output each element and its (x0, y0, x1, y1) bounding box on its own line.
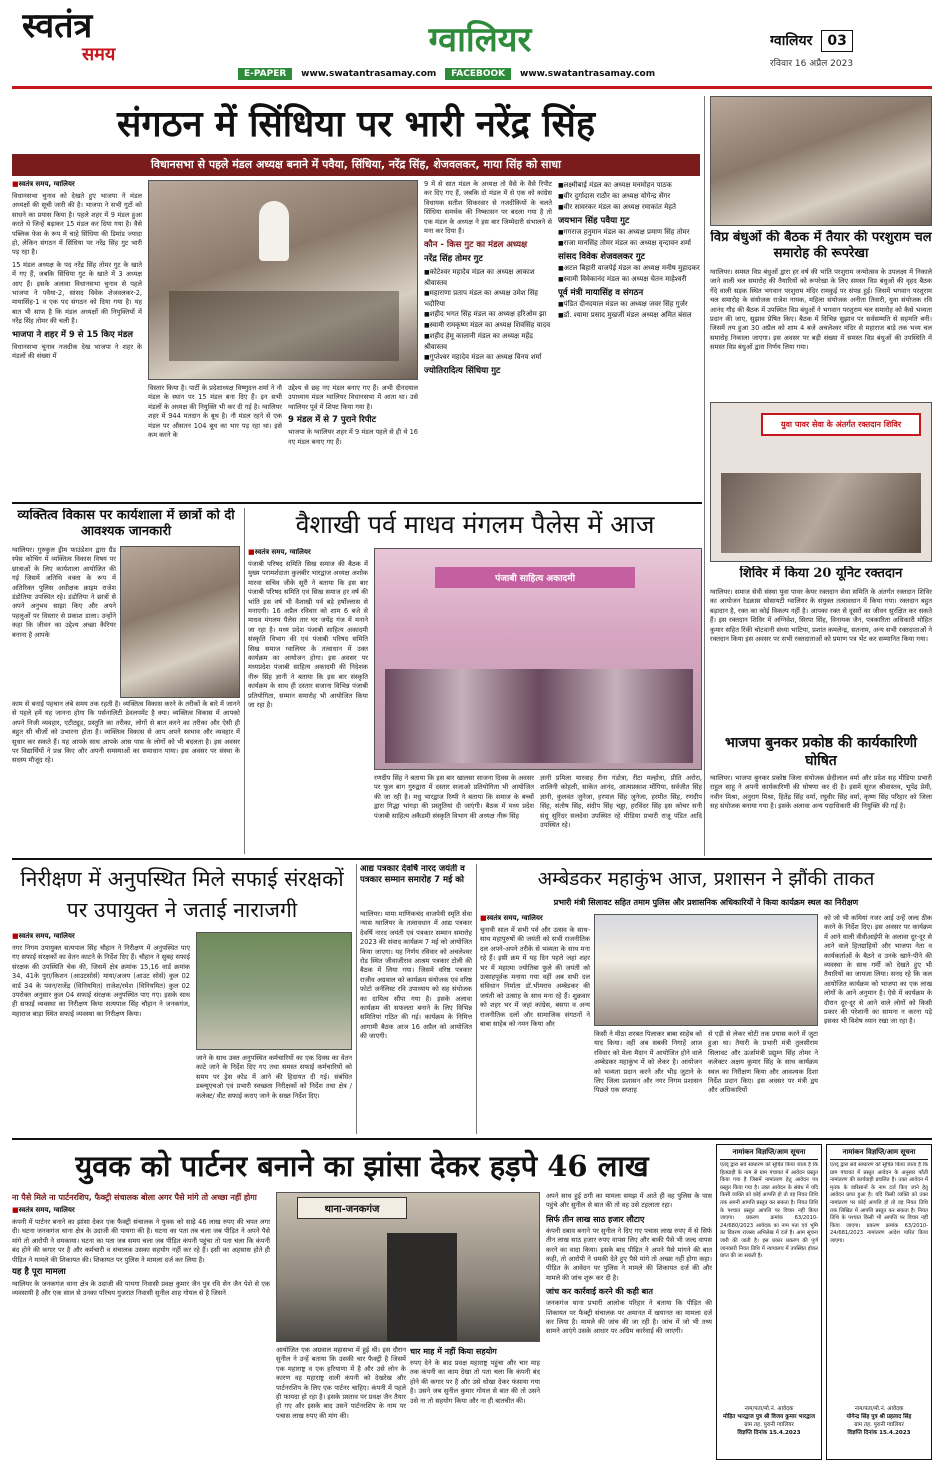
notice-1-title: नामांकन विज्ञप्ति/आम सूचना (720, 1148, 818, 1160)
notice-2-sign3: ग्राम तह. पुरानी ग्वालियर (854, 1422, 904, 1428)
notice-1-sign3: ग्राम तह. पुरानी ग्वालियर (744, 1422, 794, 1428)
vipra-headline: विप्र बंधुओं की बैठक में तैयार की परशुराम चल समारोह की रूपरेखा (710, 230, 932, 261)
notice-2 (826, 1144, 932, 1460)
list-item: ■ शहीद हेमू कालानी मंडल का अध्यक्ष महेंद्र श्रीवास्तव (424, 331, 552, 352)
divider-v-ambedkar (476, 864, 477, 1134)
notice-1-body: एतद् द्वारा सर्व साधारण को सूचित किया जाता है कि हितग्राही के नाम से ग्राम पंचायत में आवेदन प्रस्तुत किया गया है जिसमें नामांतरण हेतु आवेदन पत्र प्रस्तुत किया गया है। उक्त आवेदन के संबंध में यदि किसी व्यक्ति को कोई आपत्ति हो तो वह नियत तिथि तक अपनी आपत्ति प्रस्तुत कर सकता है। नियत तिथि के पश्चात प्रस्तुत आपत्ति पर विचार नहीं किया जाएगा। प्रकरण क्रमांक 63/2010-24/680/2023 आवेदक का नाम पता एवं भूमि का विवरण राजस्व अभिलेख में दर्ज है। आम सूचना जारी की जाती है। इस प्रकार प्रकरण की पूर्ण जानकारी नियत तिथि में न्यायालय में उपस्थित होकर प्राप्त की जा सकती है। (720, 1162, 818, 1260)
yuvak-sub-b: जांच कर कार्रवाई करने की कही बात (546, 1287, 653, 1297)
bunkar-body: ग्वालियर। भाजपा बुनकर प्रकोष्ठ जिला संयोजक छेदीलाल वर्मा और प्रदेश सह मीडिया प्रभारी राहुल साहू ने अपनी कार्यकारिणी की घोषणा कर दी है। इसमें सूरज श्रीवास्तव, भूपेंद्र प्रेमी, नवीन मिश्रा, अनुराग मिश्रा, हितेंद्र सिंह वर्मा, रघुवीर सिंह वर्मा, कृष्ण सिंह परिहार को जिला सह संयोजक बनाया गया है। इसके अलावा अन्य पदाधिकारी की नियुक्ति की गई है। (710, 774, 932, 811)
career-headline: व्यक्तित्व विकास पर कार्यशाला में छात्रों को दी आवश्यक जानकारी (17, 508, 235, 539)
lead-col3-group2: ज्योतिरादित्य सिंधिया गुट (424, 366, 501, 377)
yuvak-photo (276, 1192, 540, 1342)
career-body-left: ग्वालियर। गुरुकुल ड्रीम फाउंडेशन द्वारा ग्रैंड स्पेस कोचिंग में व्यक्तित्व विकास विषय पर छात्राओं के लिए कार्यशाला आयोजित की गई जिसमें अतिथि वक्ता के रूप में अतिरिक्त पुलिस अधीक्षक क्राइम राजेश डंडोतिया उपस्थित रहे। डंडोतिया ने छात्रों से अपने अनुभव साझा किए और अपने पहलुओं पर विस्तार से प्रकाश डाला। उन्होंने कहा कि जीवन का उद्देश्य अच्छा कैरियर बनाना है आपके (12, 546, 116, 639)
yuvak-body3c: जनकगंज थाना प्रभारी आलोक परिहार ने बताया कि पीड़ित की शिकायत पर फैक्ट्री संचालक पर अमानत में खयानत का मामला दर्ज कर लिया है। मामले की जांच की जा रही है। जांच में जो भी तथ्य सामने आएंगे उसके आधार पर अग्रिम कार्रवाई की जाएगी। (546, 1299, 712, 1336)
page-number: 03 (821, 30, 852, 52)
career-body-full: काम से बनाई पहचान लंबे समय तक रहती है। व्यक्तित्व विकास करने के तरीकों के बारे में जानने से पहले हमें यह जानना होगा कि पर्सनालिटी डेवलपमेंट है क्या। व्यक्तित्व विकास में आपको अपने निजी व्यवहार, एटीट्यूड, प्रस्तुति का तरीका, लोगों से बात करने का तरीका और ऐसी ही बहुत सी चीजों को उभारना होता है। व्यक्तित्व विकास से आप अपने स्वभाव और व्यवहार में सुधार कर सकते हैं। यह आपके साथ आपके आस पास के लोगों को भी बदलता है। इस अवसर पर विद्यार्थियों ने प्रश्न किए और अपनी समस्याओं का समाधान पाया। इस अवसर पर संस्था के सदस्य मौजूद रहे। (12, 700, 240, 765)
facebook-link[interactable]: www.swatantrasamay.com (520, 69, 656, 79)
lead-mid2: उद्देश्य से छह नए मंडल बनाए गए हैं। अभी दीनदयाल उपाध्याय मंडल ग्वालियर विधानसभा में आता था। उसे ग्वालियर पूर्व में शिफ्ट किया गया है। (288, 384, 418, 411)
safai-story (12, 864, 352, 1134)
vipra-body: ग्वालियर। समस्त विप्र बंधुओं द्वारा हर वर्ष की भांति परशुराम जन्मोत्सव के उपलक्ष्य में निकाले जाने वाली चल समारोह की तैयारियों को रूपरेखा के लिए समस्त विप्र बंधुओं की वृहद बैठक गेंदे वाली सड़क स्थित भगवान परशुराम मंदिर रामकुई पर संपन्न हुई। जिसमें भगवान परशुराम चल समारोह के संयोजक राजेश नायक, महिला संयोजक अनीता तिवारी, युवा संयोजक रवि आनंद गौड़ की बैठक में उपस्थित विप्र बंधुओं ने भगवान परशुराम चल समारोह को कैसे भव्यता प्रदान की जाए, सुझाव प्रेषित किए। बैठक में विभिन्न सुझाव पर सर्वसम्मति से सहमति बनी। जिसमें तय हुआ 30 अप्रैल को शाम 4 बजे अचलेश्वर मंदिर से महाराज बाड़े तक भव्य चल समारोह निकाला जाएगा। इस अवसर पर बड़ी संख्या में समस्त विप्र बंधुओं की उपस्थिति में समस्त विप्र बंधुओं द्वारा निर्णय लिया गया। (710, 268, 932, 352)
lead-mid-subhead: 9 मंडल में से 7 पुराने रिपीट (288, 415, 377, 426)
yuvak-body2: आयोजित एक अग्रवाल महासभा में हुई थी। इस दौरान सुनील ने उन्हें बताया कि उसकी चार फैक्ट्री है जिसमें एक महाराष्ट्र व एक हरियाणा में है और उसे लोन के कारण वह महाराष्ट्र वाली कंपनी को देखरेख और पार्टनरशिप के लिए एक पार्टनर चाहिए। कंपनी में पहले ही फायदा हो रहा है। इसके प्रस्ताव पर प्रवक्ष जैन तैयार हो गए और इसके बाद उसने पार्टनरशिप के नाम पर पचास लाख रुपए की मांग की। (276, 1346, 406, 1420)
samman-story (360, 864, 472, 1134)
list-item: ■ वीर सावरकर मंडल का अध्यक्ष रमाकांत मेहते (558, 202, 700, 213)
notice-2-title: नामांकन विज्ञप्ति/आम सूचना (830, 1148, 928, 1160)
yuvak-body1b: ग्वालियर के जनकगंज थाना क्षेत्र के उदाजी की पायगा निवासी प्रवक्ष कुमार जैन पुत्र रवि सेन जैन पेशे से एक व्यवसायी है और एक साल से उनका परिचय गुजरात निवासी सुनील शाह गोयल से है जिसने (12, 1280, 270, 1298)
lead-col3-top: 9 में से सात मंडल के अध्यक्ष तो वैसे के वैसे रिपीट कर दिए गए हैं, जबकि दो मंडल में से एक को कांग्रेस विधायक सतीश सिकरवार से नजदीकियों के चलते सिंधिया समर्थक की निष्कासन पर बदला गया है तो एक मंडल के अध्यक्ष ने इस बार जिम्मेदारी संभालने से मना कर दिया है। (424, 180, 552, 236)
divider-h2 (12, 858, 932, 860)
ambedkar-body1: चुनावी साल में सभी पर्व और उत्सव के साथ-साथ महापुरुषों की जयंती को सभी राजनीतिक दल अपने-अपने तरीके से भव्यता के साथ मना रहे हैं। इसी क्रम में यह दिन पहले जहां शहर भर में महात्मा ज्योतिबा फुले की जयंती को उत्साहपूर्वक मनाया गया वहीं अब सभी दल संविधान निर्माता डॉ.भीमराव अम्बेडकर की जयंती को उत्साह के साथ मना रहे हैं। शुक्रवार को शहर भर में जहां कांग्रेस, बसपा व अन्य राजनीतिक दलों और सामाजिक संगठनों ने बाबा साहेब को नमन किया और (480, 926, 590, 1029)
list-item: ■ पंडित दीनदयाल मंडल का अध्यक्ष जवर सिंह गुर्जर (558, 299, 700, 310)
lead-col3-lower (288, 384, 418, 498)
epaper-label: E-PAPER (238, 68, 292, 80)
ambedkar-body3: से एड़ी से लेकर चोटी तक प्रयास करने में जुटा हुआ था। तैयारी के प्रभारी मंत्री तुलसीराम सिलावट और ऊर्जामंत्री प्रद्युम्न सिंह तोमर ने कलेक्टर अक्षय कुमार सिंह के साथ कार्यक्रम स्थल का निरीक्षण किया और आवश्यक दिशा निर्देश प्रदान किए। इस अवसर पर मंत्री द्वय और अधिकारियों (708, 1030, 818, 1095)
yuvak-body3: अपने साथ हुई ठगी का मामला समझ में आते ही वह पुलिस के पास पहुंचे और सुनील से बात की तो वह उसे टहलाता रहा। (546, 1192, 712, 1210)
divider-h3 (12, 1138, 932, 1140)
yuvak-col2b (410, 1346, 540, 1460)
divider-h1 (12, 502, 702, 504)
epaper-link[interactable]: www.swatantrasamay.com (301, 69, 437, 79)
vipra-photo (710, 96, 932, 226)
page-city: ग्वालियर (770, 33, 813, 49)
lead-para2: 15 मंडल अध्यक्ष के पद नरेंद्र सिंह तोमर गुट के खाते में गए हैं, जबकि सिंधिया गुट के खाते में 3 अध्यक्ष आए हैं। इसके अलावा विधानसभा चुनाव से पहले भाजपा ने पवैया-2, सांसद विवेक शेजवलकर-2, मायासिंह-1 व एक पद संगठन को दिया गया है। यह बात भी साफ है कि मंडल अध्यक्षों की नियुक्तियों में नरेंद्र सिंह तोमर की चली है। (12, 260, 142, 326)
web-links (238, 66, 758, 82)
yuvak-body1: कंपनी में पार्टनर बनाने का झांसा देकर एक फैक्ट्री संचालक ने युवक को साढ़े 46 लाख रुपए की चपत लगा दी। घटना जनकगंज थाना क्षेत्र के उदाजी की पायगा की है। घटना का पता तब चला जब पीड़ित ने अपने पैसे मांगे तो आरोपी ने धमकाया। घटना का पता जब समय चला जब पीड़ित कंपनी पहुंचा तो पता चला कि कंपनी बंद होने की कगार पर है और कर्मचारी व संचालक उसका सहयोग नहीं कर रहे हैं। इसी का अहसास होते ही पीड़ित ने मामले की शिकायत की। शिकायत पर पुलिस ने मामला दर्ज कर लिया है। (12, 1218, 270, 1264)
blood-story (710, 402, 932, 730)
lead-subhead: भाजपा ने शहर में 9 से 15 किए मंडल (12, 329, 134, 340)
lead-col4 (558, 180, 700, 498)
notice-2-sign2: योगेन्द्र सिंह पुत्र श्री प्रहलाद सिंह (846, 1414, 912, 1420)
list-item: ■ लक्ष्मीबाई मंडल का अध्यक्ष मनमोहन पाठक (558, 180, 700, 191)
lead-para1: विधानसभा चुनाव को देखते हुए भाजपा ने मंडल अध्यक्षों की सूची जारी की है। भाजपा ने सभी गुटों को साधने का प्रयास किया है। पहले शहर में 9 मंडल हुआ करते थे जिन्हें बढ़ाकर 15 मंडल कर दिया गया है। वैसे पब्लिक फेस के रूप में चाहे सिंधिया की डिमांड ज्यादा हो, लेकिन संगठन में सिंधिया पर नरेंद्र सिंह गुट भारी पड़ रहा है। (12, 192, 142, 257)
lead-col3 (424, 180, 552, 498)
notice-1-date: विज्ञप्ति दिनांक 15.4.2023 (737, 1430, 801, 1436)
blood-photo (710, 402, 932, 562)
vaishakhi-story (248, 508, 702, 854)
city-title: ग्वालियर (428, 20, 532, 60)
safai-col1 (12, 932, 190, 1132)
career-story (12, 508, 240, 854)
yuvak-col3 (546, 1192, 712, 1460)
list-item: ■ शहीद भगत सिंह मंडल का अध्यक्ष हरिओम झा (424, 309, 552, 320)
masthead (0, 0, 945, 92)
vaishakhi-body2: रणदीप सिंह ने बताया कि इस बार खालसा साजना दिवस के अवसर पर फूल बाग गुरुद्वारा में दस्तार सजाओ प्रतियोगिता भी आयोजित की जा रही है। मधु भारद्वाज रिम्पी ने बताया कि समाज के बच्चों द्वारा गिद्धा भांगड़ा की प्रस्तुतियां दी जाएंगी। बैठक में मध्य प्रदेश पंजाबी साहित्य अकैडमी संस्कृति विभाग की अध्यक्ष नीरू सिंह (374, 774, 534, 820)
lead-col3-head: कौन - किस गुट का मंडल अध्यक्ष (424, 240, 528, 251)
yuvak-col1 (12, 1192, 270, 1460)
list-item: ■ डॉ. श्यामा प्रसाद मुखर्जी मंडल अध्यक्ष अमित बंसल (558, 310, 700, 321)
facebook-label: FACEBOOK (445, 68, 511, 80)
ambedkar-headline: अम्बेडकर महाकुंभ आज, प्रशासन ने झौंकी ताकत (537, 868, 875, 890)
yuvak-subhead: यह है पूरा मामला (12, 1267, 66, 1278)
list-item: ■ कोटेश्वर महादेव मंडल का अध्यक्ष आकाश श्रीवास्तव (424, 267, 552, 288)
vaishakhi-photo (374, 548, 702, 770)
yuvak-sub-a: सिर्फ तीन लाख साठ हजार लौटाए (546, 1214, 645, 1224)
issue-date: रविवार 16 अप्रैल 2023 (770, 59, 854, 69)
vaishakhi-body1: पंजाबी परिषद समिति सिख समाज की बैठक में मुख्य परामर्शदाता कुलबीर भारद्वाज अध्यक्ष अशोक मारवा सचिव जीके सूरी ने बताया कि इस बार पंजाबी परिषद समिति एवं सिख समाज हर वर्ष की भांति इस वर्ष भी वैशाखी पर्व बड़े हर्षोल्लास से मनाएगी। 16 अप्रैल रविवार को शाम 6 बजे से माधव मंगलम पैलेस तार घर जयेंद्र गंज में मनाने जा रहा है। मध्य प्रदेश पंजाबी साहित्य अकादमी संस्कृति विभाग की एवं पंजाबी परिषद समिति सिख समाज ग्वालियर के तत्वाधान में उक्त कार्यक्रम का आयोजन होगा। इस अवसर पर मध्यप्रदेश पंजाबी साहित्य अकादमी की निदेशक नीरू सिंह ज्ञानी ने बताया कि इस बार संस्कृति कार्यक्रम के साथ ही दस्तार सजाना विभिन्न पंजाबी प्रतियोगिता, सम्मान समारोह भी आयोजित किया जा रहा है। (248, 560, 368, 710)
lead-photo (148, 180, 418, 380)
lead-story (12, 96, 700, 500)
yuvak-story (12, 1144, 712, 1460)
notice-1-sign1: नाम/पता/मो.नं. आवेदक (744, 1406, 794, 1412)
lead-col2 (148, 384, 282, 498)
yuvak-byline: ■ स्वतंत्र समय, ग्वालियर (12, 1206, 270, 1215)
list-item: ■ महाराणा प्रताप मंडल का अध्यक्ष उमेश सिंह भदौरिया (424, 288, 552, 309)
yuvak-sub-c: चार माह में नहीं किया सहयोग (410, 1347, 497, 1356)
list-item: ■ राजा मानसिंह तोमर मंडल का अध्यक्ष वृन्दावन शर्मा (558, 238, 700, 249)
safai-body2: जाने के साथ उक्त अनुपस्थित कर्मचारियों का एक दिवस का वेतन काटे जाने के निर्देश दिए गए तथा समस्त सफाई कर्मचारियों को समय पर ड्रेस कोड में आने की हिदायत दी गई। संबंधित डब्ल्यूएचओ एवं प्रभारी स्वच्छता निरीक्षकों को निर्देश तथा क्षेत्र /कलेक्ट/ वीट सफाई कराए जाने के सख्त निर्देश दिए। (196, 1054, 352, 1100)
lead-byline: ■ स्वतंत्र समय, ग्वालियर (12, 180, 142, 189)
lead-col3-group1: नरेंद्र सिंह तोमर गुट (424, 254, 483, 265)
list-item: ■ गुप्तेश्वर महादेव मंडल का अध्यक्ष विनय शर्मा (424, 352, 552, 363)
list-item: ■ स्वामी रामकृष्ण मंडल का अध्यक्ष शिवसिंह यादव (424, 320, 552, 331)
lead-mid3: भाजपा के ग्वालियर शहर में 9 मंडल पहले से ही थे 16 नए मंडल बनाए गए हैं। (288, 428, 418, 446)
vipra-story (710, 96, 932, 400)
lead-col4-group2: सांसद विवेक शेजवलकर गुट (558, 252, 645, 262)
logo-bottom: समय (82, 44, 116, 65)
list-item: ■ अटल बिहारी वाजपेई मंडल का अध्यक्ष मनीष मुहादकर (558, 263, 700, 274)
vaishakhi-photo-banner: पंजाबी साहित्य अकादमी (435, 567, 635, 588)
col3-list (424, 267, 552, 363)
lead-col1 (12, 180, 142, 498)
list-item: ■ स्वामी विवेकानंद मंडल का अध्यक्ष चेतन माहेश्वरी (558, 274, 700, 285)
samman-headline: आद्य पत्रकार देवर्षि नारद जयंती व पत्रकार सम्मान समारोह 7 मई को (360, 864, 465, 885)
yuvak-deck: ना पैसे मिले ना पार्टनरशिप, फैक्ट्री संचालक बोला अगर पैसे मांगे तो अच्छा नहीं होगा (12, 1193, 257, 1202)
ambedkar-body2: किसी ने मीठा शरबत पिलाकर बाबा साहेब को याद किया। वहीं अब सबकी निगाहें आज रविवार को मेला मैदान में आयोजित होने वाले अम्बेडकर महाकुंभ में को लेकर है। आयोजन को भव्यता प्रदान करने और भीड़ जुटाने के लिए जिला प्रशासन और नगर निगम प्रशासन पिछले एक सप्ताह (594, 1030, 702, 1095)
divider-v-samman (356, 864, 357, 1134)
safai-byline: ■ स्वतंत्र समय, ग्वालियर (12, 932, 190, 941)
page-info (770, 30, 930, 78)
ambedkar-body4: को जो भी कमियां नजर आई उन्हें जल्द ठीक करने के निर्देश दिए। इस अवसर पर कार्यक्रम में आने वाली वीवीआईपी के अलावा दूर-दूर से आने वाले हितग्राहियों और भाजपा नेता व कार्यकर्ताओं के बैठने व उनके खाने-पीने की व्यवस्था के साथ गर्मी को देखते हुए भी तैयारियों का जायजा लिया। सनद रहे कि कल आयोजित कार्यक्रम को भाजपा का एक लाख लोगों के आने अनुमान है। ऐसे में कार्यक्रम के दौरान दूर-दूर से आने वाले लोगों को किसी प्रकार की परेशानी का सामना न करना पड़े इसका भी विशेष ध्यान रखा जा रहा है। (824, 914, 932, 1026)
divider-v-right (704, 96, 705, 856)
safai-headline: निरीक्षण में अनुपस्थित मिले सफाई संरक्षकों पर उपायुक्त ने जताई नाराजगी (20, 867, 344, 922)
lead-col4-group1: जयभान सिंह पवैया गुट (558, 216, 630, 226)
vaishakhi-body3: ज्ञानी प्रमिला मारवाह रीना गंडोत्रा, रीटा मल्होत्रा, प्रीति अरोरा, शालिनी कोहली, साकेत आनंद, आत्मप्रकाश मोंगिया, सर्वजीत सिंह ज्ञानी, कुलवंत जुनेजा, हरपाल सिंह जुनेजा, हरमीत सिंह, रणदीप सिंह, संतोष सिंह, संदीप सिंह चड्ढा, हरविंदर सिंह इस कोचर सनी संधू सुरिंदर सलदेवा उपस्थित रहे मीडिया प्रभारी राजू पंडित आदि उपस्थित रहे। (540, 774, 702, 830)
ambedkar-deck: प्रभारी मंत्री सिलावट सहित तमाम पुलिस और प्रशासनिक अधिकारियों ने किया कार्यक्रम स्थल का निरीक्षण (553, 898, 859, 907)
notice-1 (716, 1144, 822, 1460)
ambedkar-story (480, 864, 932, 1134)
ambedkar-photo (594, 914, 818, 1026)
notice-2-date: विज्ञप्ति दिनांक 15.4.2023 (847, 1430, 911, 1436)
career-photo (120, 546, 240, 698)
vaishakhi-headline: वैशाखी पर्व माधव मंगलम पैलेस में आज (295, 510, 655, 539)
vaishakhi-col1 (248, 548, 368, 854)
ambedkar-col1 (480, 914, 590, 1134)
list-item: ■ गगराज हनुमान मंडल का अध्यक्ष प्रमाण सिंह तोमर (558, 227, 700, 238)
safai-photo (196, 932, 352, 1050)
lead-col4-group3: पूर्व मंत्री मायासिंह व संगठन (558, 288, 644, 298)
blood-headline: शिविर में किया 20 यूनिट रक्तदान (739, 566, 903, 581)
lead-mid1: विस्तार किया है। पार्टी के प्रदेशाध्यक्ष विष्णुदत्त शर्मा ने नौ मंडल के स्थान पर 15 मंडल बना दिए हैं। इन सभी मंडलों के अध्यक्ष की नियुक्ति भी कर दी गई है। ग्वालियर शहर में 944 मतदान के बूथ है। नौ मंडल रहने से एक मंडल पर औसतन 104 बूथ का भार पड़ रहा था। इसे कम करने के (148, 384, 282, 440)
logo-top: स्वतंत्र (22, 8, 93, 46)
bunkar-headline: भाजपा बुनकर प्रकोष्ठ की कार्यकारिणी घोषित (724, 735, 918, 769)
notice-2-sign1: नाम/पता/मो.नं. आवेदक (854, 1406, 904, 1412)
yuvak-body3d: रुपए देने के बाद प्रवक्ष महाराष्ट्र पहुंचा और चार माह तक कंपनी का काम देखा तो पता चला कि कंपनी बंद होने की कगार पर है और उसे धोखा देकर फंसाया गया है। उसने जब सुनील कुमार गोयल से बात की तो उसने उसे ना तो सहयोग किया और ना ही बातचीत की। (410, 1359, 540, 1405)
bunkar-story (710, 734, 932, 856)
lead-para3: विधानसभा चुनाव नजदीक देख भाजपा ने शहर के मंडलों की संख्या में (12, 342, 142, 361)
logo[interactable] (22, 8, 172, 74)
vaishakhi-byline: ■ स्वतंत्र समय, ग्वालियर (248, 548, 368, 557)
notice-1-sign2: मोहित भारद्वाज पुत्र श्री विजय कुमार भारद्वाज (722, 1414, 816, 1420)
blood-body: ग्वालियर। समाज सेवी संस्था युवा पावर केयर रक्तदान सेवा समिति के अंतर्गत रक्तदान शिविर का आयोजन रेडक्रास सोसायटी ग्वालियर के संयुक्त तत्वावधान में किया गया। रक्तदान बहुत बड़ादान है, रक्त का कोई विकल्प नहीं है। आपका रक्त से दूसरों का जीवन सुरक्षित कर सकते हैं। इस रक्तदान शिविर में अग्निवेश, सिरपा सिंह, विनायक जैन, पत्रकारिता अधिकारी मोहित कुमार सहित रिंकी चोटवानी संध्या भाटिया, प्रशांत कमलेन्द्र, सतनाम, अन्य सभी रक्तदाताओं ने रक्तदान किया इस अवसर पर सभी रक्तदाताओं को प्रमाण पत्र भेंट कर सम्मानित किया गया। (710, 588, 932, 644)
list-item: ■ वीर दुर्गादास राठौर का अध्यक्ष योगेन्द्र सेंगर (558, 191, 700, 202)
yuvak-photo-sign: थाना-जनकगंज (297, 1197, 407, 1219)
samman-body: ग्वालियर। मामा माणिकचंद वाजपेयी स्मृति सेवा न्यास ग्वालियर के तत्वावधान में आद्य पत्रकार देवर्षि नारद जयंती एवं पत्रकार सम्मान समारोह 2023 की संवाद कार्यक्रम 7 मई को आयोजित किया जाएगा। यह निर्णय रविवार को अचलेश्वर रोड स्थित जीवाजीराव आश्रम पत्रकार टोली की बैठक में लिया गया। जिसमें वरिष्ठ पत्रकार राजीव अग्रवाल को कार्यक्रम संयोजक एवं वरिष्ठ फोटो जर्नलिस्ट रवि उपाध्याय को सह संयोजक का दायित्व सौंपा गया है। इसके अलावा कार्यक्रम की सफलता बनाने के लिए विभिन्न समितियां गठित की गई। कार्यक्रम के निमित्त आगामी बैठक आज 16 अप्रैल को आयोजित की जाएगी। (360, 910, 472, 1041)
masthead-rule (12, 86, 932, 89)
notice-2-body: एतद् द्वारा सर्व साधारण को सूचित किया जाता है कि ग्राम पंचायत में प्रस्तुत आवेदन के अनुसार फौती नामांतरण की कार्यवाही प्रचलित है। उक्त आवेदन में मृतक के वारिसानों के नाम दर्ज किए जाने हेतु आवेदन प्राप्त हुआ है। यदि किसी व्यक्ति को उक्त नामांतरण पर कोई आपत्ति हो तो वह नियत तिथि तक लिखित में आपत्ति प्रस्तुत कर सकता है। नियत तिथि के पश्चात किसी भी आपत्ति पर विचार नहीं किया जाएगा। प्रकरण क्रमांक 63/2010-24/681/2023 नामांतरण आदेश पारित किया जाएगा। (830, 1162, 928, 1244)
divider-v-career (244, 508, 245, 854)
ambedkar-byline: ■ स्वतंत्र समय, ग्वालियर (480, 914, 590, 923)
yuvak-body3b: कंपनी दबाव बनाने पर सुनील ने दिए गए पचास लाख रुपए में से सिर्फ तीन लाख साठ हजार रुपए वापस लिए और बाकी पैसे भी जल्द वापस करने का वादा किया। इसके बाद पीड़ित ने अपने पैसे मांगने की बात कही, तो आरोपी ने धमकी देते हुए पैसे मांगे तो अच्छा नहीं होगा कहा। पीड़ित के आवेदन पर पुलिस ने मामले की शिकायत दर्ज की और मामले की जांच शुरू कर दी है। (546, 1226, 712, 1282)
lead-headline: संगठन में सिंधिया पर भारी नरेंद्र सिंह (116, 103, 595, 145)
lead-deck: विधानसभा से पहले मंडल अध्यक्ष बनाने में पवैया, सिंधिया, नरेंद्र सिंह, शेजवलकर, माया सिंह को साधा (12, 154, 700, 176)
blood-banner: युवा पावर सेवा के अंतर्गत रक्तदान शिविर (761, 413, 921, 436)
safai-body: नगर निगम उपायुक्त सत्यपाल सिंह चौहान ने निरीक्षण में अनुपस्थित पाए गए सफाई संरक्षकों का वेतन काटने के निर्देश दिए हैं। चौहान ने सुबह सफाई संरक्षक की उपस्थिति चेक की, जिसमें क्षेत्र क्रमांक 15,16 वार्ड क्रमांक 34, 41के पुरा/किशन (आउटसोर्स) माया/अजय (आउट सोर्स) कुल 02 वार्ड 34 के पवन/राजेंद्र (विनियमित) राजेश/रमेश (विनियमित) कुल 02 उपरोक्त अनुसार कुल 04 सफाई संरक्षक अनुपस्थित पाए गए। इसके साथ ही सफाई व्यवस्था का निरीक्षण किया सत्यपाल सिंह चौहान ने जनकगंज, महाराज बाड़ा स्थित सफाई व्यवस्था का निरीक्षण किया। (12, 944, 190, 1018)
yuvak-headline: युवक को पार्टनर बनाने का झांसा देकर हड़पे 46 लाख (75, 1149, 649, 1183)
